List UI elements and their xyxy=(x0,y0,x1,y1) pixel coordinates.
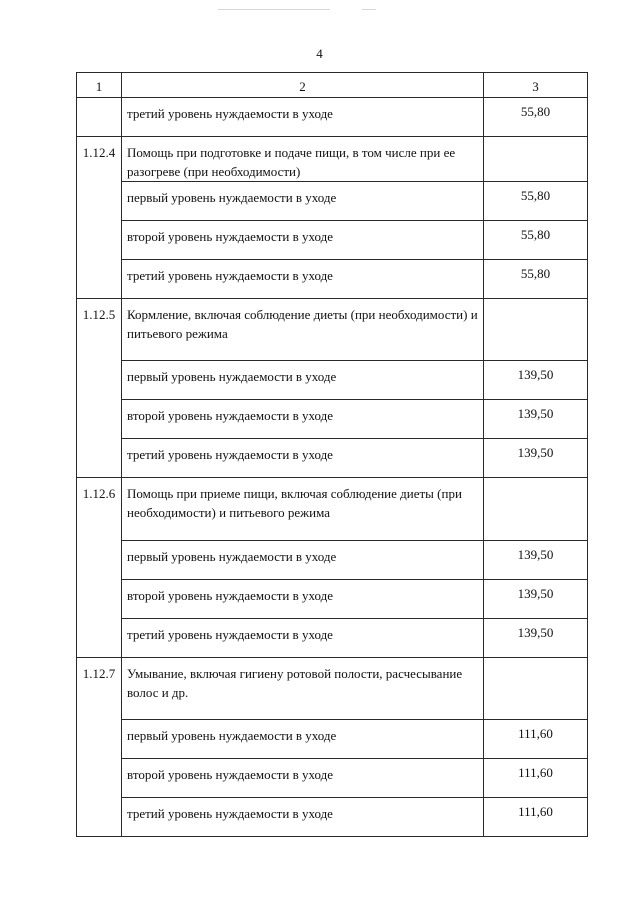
price-cell: 139,50 xyxy=(484,400,588,439)
table-row xyxy=(77,361,588,400)
service-row xyxy=(77,299,588,361)
level-label-cell: третий уровень нуждаемости в уходе xyxy=(122,798,484,837)
service-code-cell: 1.12.4 xyxy=(77,137,122,299)
service-title-cell: Помощь при приеме пищи, включая соблюдение диеты (при необходимости) и питьевого режима xyxy=(122,478,484,541)
level-label-cell: второй уровень нуждаемости в уходе xyxy=(122,580,484,619)
level-label-cell: третий уровень нуждаемости в уходе xyxy=(122,98,484,137)
price-cell: 139,50 xyxy=(484,619,588,658)
service-code-cell: 1.12.6 xyxy=(77,478,122,658)
level-label-cell: третий уровень нуждаемости в уходе xyxy=(122,619,484,658)
table-row xyxy=(77,182,588,221)
price-cell xyxy=(484,658,588,720)
scan-artifact-line xyxy=(218,9,330,10)
level-label-cell: первый уровень нуждаемости в уходе xyxy=(122,182,484,221)
price-cell: 55,80 xyxy=(484,260,588,299)
column-header: 1 xyxy=(77,73,122,98)
table-row xyxy=(77,260,588,299)
table-row xyxy=(77,720,588,759)
table-row xyxy=(77,580,588,619)
level-label-cell: первый уровень нуждаемости в уходе xyxy=(122,361,484,400)
table-row xyxy=(77,439,588,478)
level-label-cell: третий уровень нуждаемости в уходе xyxy=(122,439,484,478)
column-header: 3 xyxy=(484,73,588,98)
service-title-cell: Умывание, включая гигиену ротовой полости, расчесывание волос и др. xyxy=(122,658,484,720)
price-cell: 139,50 xyxy=(484,580,588,619)
service-title-cell: Кормление, включая соблюдение диеты (при необходимости) и питьевого режима xyxy=(122,299,484,361)
tariff-table xyxy=(76,72,588,837)
price-cell xyxy=(484,299,588,361)
price-cell: 111,60 xyxy=(484,759,588,798)
price-cell: 139,50 xyxy=(484,439,588,478)
level-label-cell: второй уровень нуждаемости в уходе xyxy=(122,400,484,439)
table-row xyxy=(77,98,588,137)
service-row xyxy=(77,137,588,182)
table-row xyxy=(77,400,588,439)
level-label-cell: второй уровень нуждаемости в уходе xyxy=(122,759,484,798)
code-cell xyxy=(77,98,122,137)
service-row xyxy=(77,658,588,720)
service-code-cell: 1.12.7 xyxy=(77,658,122,837)
level-label-cell: второй уровень нуждаемости в уходе xyxy=(122,221,484,260)
page-number: 4 xyxy=(316,46,323,61)
table-row xyxy=(77,221,588,260)
price-cell: 55,80 xyxy=(484,221,588,260)
table-row xyxy=(77,798,588,837)
service-code-cell: 1.12.5 xyxy=(77,299,122,478)
price-cell: 139,50 xyxy=(484,541,588,580)
service-row xyxy=(77,478,588,541)
price-cell: 111,60 xyxy=(484,720,588,759)
price-cell: 55,80 xyxy=(484,182,588,221)
table-row xyxy=(77,541,588,580)
table-row xyxy=(77,759,588,798)
table-header-row xyxy=(77,73,588,98)
scan-artifact-dash xyxy=(362,9,376,10)
service-title-cell: Помощь при подготовке и подаче пищи, в том числе при ее разогреве (при необходимости) xyxy=(122,137,484,182)
table-row xyxy=(77,619,588,658)
column-header: 2 xyxy=(122,73,484,98)
price-cell: 139,50 xyxy=(484,361,588,400)
price-cell: 55,80 xyxy=(484,98,588,137)
level-label-cell: первый уровень нуждаемости в уходе xyxy=(122,720,484,759)
level-label-cell: первый уровень нуждаемости в уходе xyxy=(122,541,484,580)
price-cell xyxy=(484,478,588,541)
level-label-cell: третий уровень нуждаемости в уходе xyxy=(122,260,484,299)
price-cell xyxy=(484,137,588,182)
price-cell: 111,60 xyxy=(484,798,588,837)
